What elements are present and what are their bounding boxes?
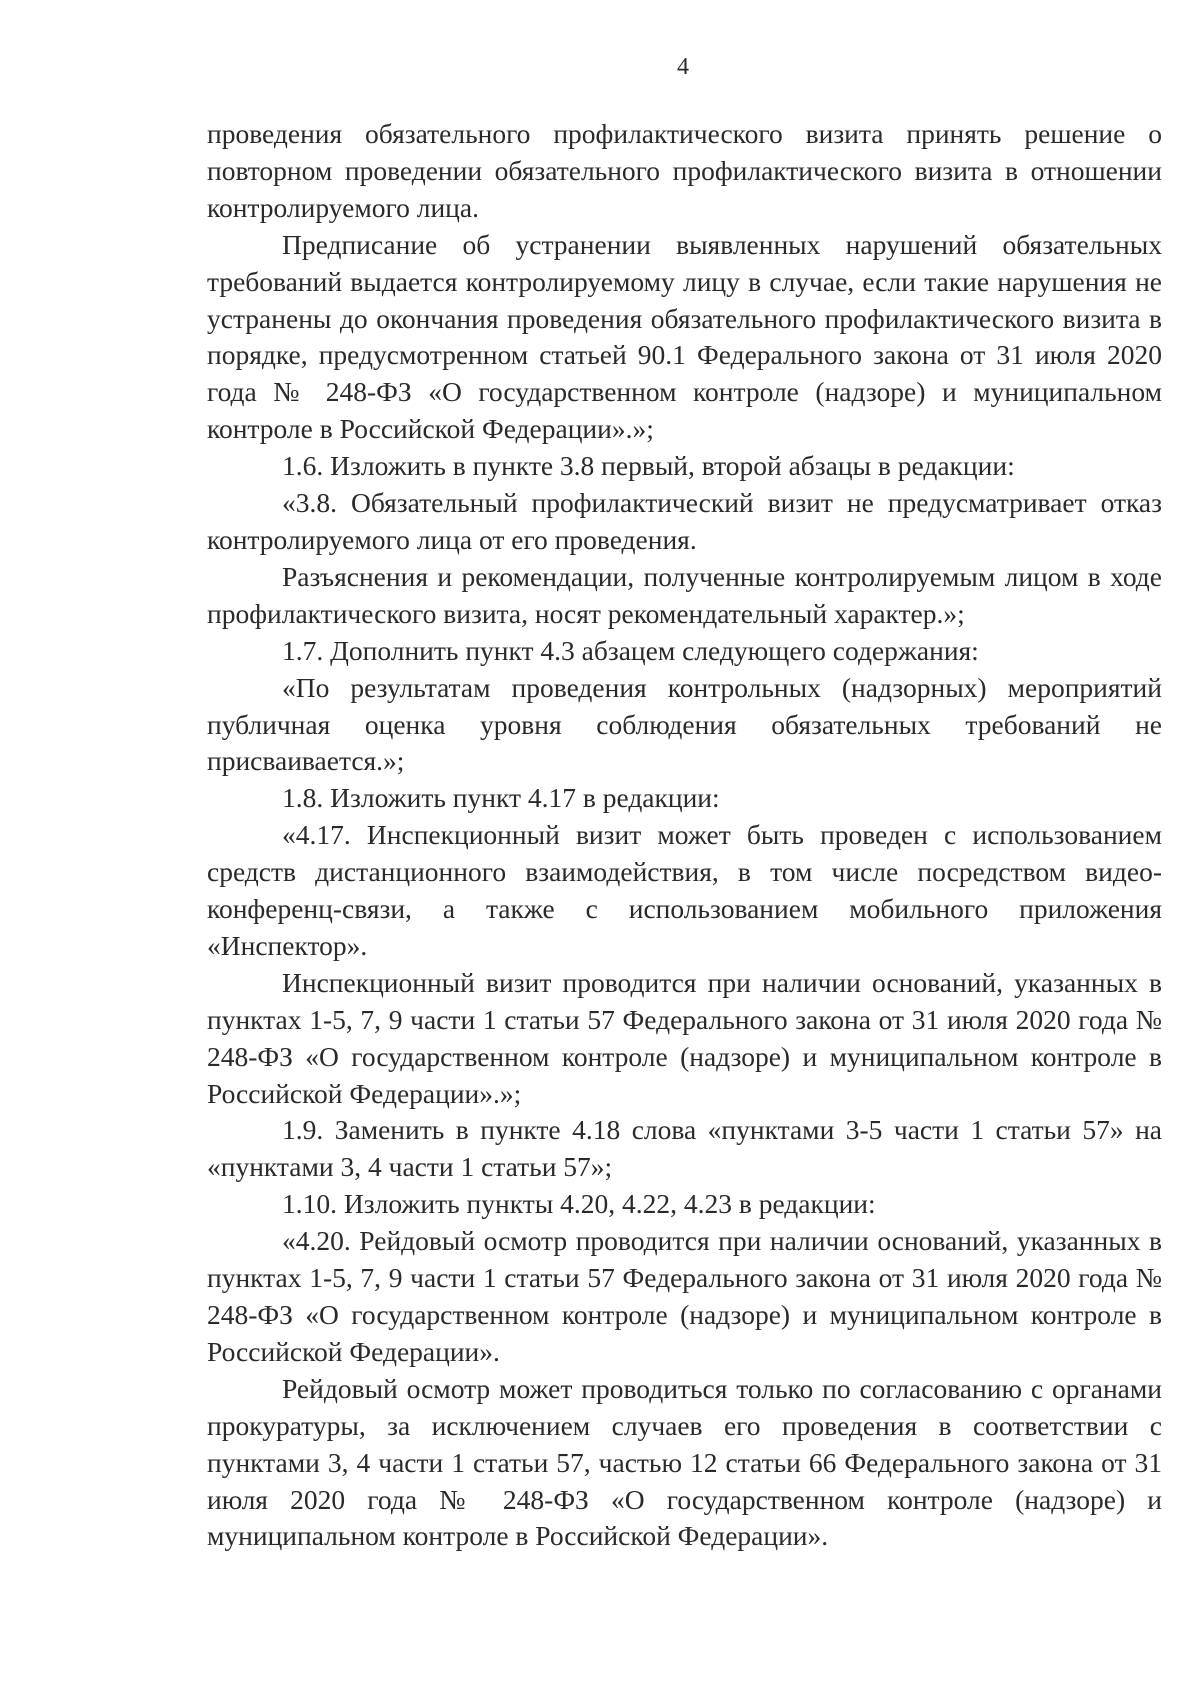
paragraph: 1.8. Изложить пункт 4.17 в редакции: (282, 782, 720, 814)
paragraph: 1.9. Заменить в пункте 4.18 слова «пунктами 3-5 части 1 статьи 57» на «пунктами 3, 4 части 1 статьи 57»; (207, 1114, 1162, 1183)
document-body (207, 116, 1162, 1555)
paragraph: 1.10. Изложить пункты 4.20, 4.22, 4.23 в редакции: (282, 1188, 876, 1220)
paragraph: «4.20. Рейдовый осмотр проводится при наличии оснований, указанных в пунктах 1-5, 7, 9 части 1 статьи 57 Федерального закона от 31 июля 2020 года № 248-ФЗ «О государственном контроле (надзоре) и муниципальном контроле в Российской Федерации». (207, 1225, 1162, 1367)
paragraph: Предписание об устранении выявленных нарушений обязательных требований выдается контролируемому лицу в случае, если такие нарушения не устранены до окончания проведения обязательного профилактического визита в порядке, предусмотренном статьей 90.1 Федерального закона от 31 июля 2020 года № 248-ФЗ «О государственном контроле (надзоре) и муниципальном контроле в Российской Федерации».»; (207, 228, 1162, 445)
paragraph: Инспекционный визит проводится при наличии оснований, указанных в пунктах 1-5, 7, 9 части 1 статьи 57 Федерального закона от 31 июля 2020 года № 248-ФЗ «О государственном контроле (надзоре) и муниципальном контроле в Российской Федерации».»; (207, 966, 1162, 1109)
paragraph: Рейдовый осмотр может проводиться только по согласованию с органами прокуратуры, за исключением случаев его проведения в соответствии с пунктами 3, 4 части 1 статьи 57, частью 12 статьи 66 Федерального закона от 31 июля 2020 года № 248-ФЗ «О государственном контроле (надзоре) и муниципальном контроле в Российской Федерации». (207, 1372, 1162, 1552)
paragraph: проведения обязательного профилактического визита принять решение о повторном проведении обязательного профилактического визита в отношении контролируемого лица. (207, 118, 1162, 223)
page-number: 4 (677, 54, 689, 80)
paragraph: Разъяснения и рекомендации, полученные контролируемым лицом в ходе профилактического визита, носят рекомендательный характер.»; (207, 560, 1162, 629)
paragraph: 1.7. Дополнить пункт 4.3 абзацем следующего содержания: (282, 634, 979, 666)
paragraph: «3.8. Обязательный профилактический визит не предусматривает отказ контролируемого лица от его проведения. (207, 487, 1162, 555)
paragraph: «4.17. Инспекционный визит может быть проведен с использованием средств дистанционного взаимодействия, в том числе посредством видео-конференц-связи, а также с использованием мобильного приложения «Инспектор». (207, 819, 1162, 961)
paragraph: «По результатам проведения контрольных (надзорных) мероприятий публичная оценка уровня соблюдения обязательных требований не присваивается.»; (207, 671, 1162, 777)
paragraph: 1.6. Изложить в пункте 3.8 первый, второй абзацы в редакции: (282, 450, 1015, 482)
